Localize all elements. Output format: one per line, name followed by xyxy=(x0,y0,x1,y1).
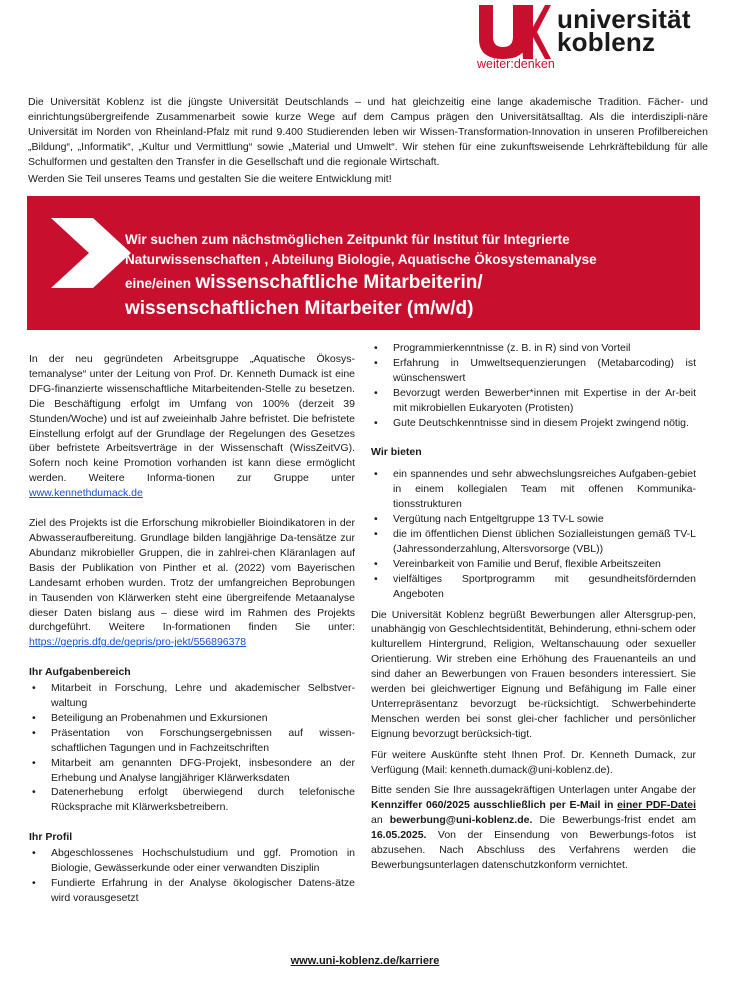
list-item: • Fundierte Erfahrung in der Analyse ökologischer Datens-ätze wird vorausgesetzt xyxy=(29,876,355,906)
deadline-date: 16.05.2025. xyxy=(371,829,427,842)
list-item: • Vereinbarkeit von Familie und Beruf, flexible Arbeitszeiten xyxy=(371,557,696,572)
list-item: • Erfahrung in Umweltsequenzierungen (Metabarcoding) ist wünschenswert xyxy=(371,356,696,386)
group-description xyxy=(29,352,355,501)
offer-list xyxy=(371,467,696,601)
chevron-right-icon xyxy=(47,218,137,288)
tasks-list xyxy=(29,681,355,815)
profile-heading: Ihr Profil xyxy=(29,831,73,844)
diversity-statement: Die Universität Koblenz begrüßt Bewerbungen aller Altersgrup-pen, unabhängig von Geschlechtsidentität, Behinderung, ethni-schem oder kulturellem Hintergrund, Religion, Weltanschauung oder sexueller Orientierung. Wir streben eine Erhöhung des Frauenanteils an und sind daher an Bewerbungen von Frauen besonders interessiert. Sie werden bei gleichwertiger Eignung und Befähigung im Falle einer Unterrepräsentanz bevorzugt be-rücksichtigt. Schwerbehinderte Menschen werden bei sonst glei-cher fachlicher und persönlicher Eignung bevorzugt berücksich-tigt. xyxy=(371,608,696,740)
application-email[interactable]: bewerbung@uni-koblenz.de. xyxy=(389,814,533,827)
job-title-banner xyxy=(27,196,700,330)
profile-list xyxy=(29,846,355,906)
project-description xyxy=(29,516,355,650)
apply-text-1: Bitte senden Sie Ihre aussagekräftigen Unterlagen unter Angabe der xyxy=(371,784,696,797)
reference-code: Kennziffer 060/2025 ausschließlich per E-Mail in xyxy=(371,799,618,812)
job-title-part1: wissenschaftliche Mitarbeiterin/ xyxy=(195,272,483,293)
profile-list-continued xyxy=(371,341,696,430)
right-column xyxy=(371,341,696,873)
logo-tagline: weiter:denken xyxy=(477,57,555,71)
apply-text-3: Die Bewerbungs-frist endet am xyxy=(532,814,696,827)
university-logo xyxy=(477,5,707,71)
list-item: • Mitarbeit in Forschung, Lehre und akademischer Selbstver-waltung xyxy=(29,681,355,711)
list-item: • Gute Deutschkenntnisse sind in diesem Projekt zwingend nötig. xyxy=(371,416,696,431)
banner-text xyxy=(125,230,685,321)
apply-text-2: an xyxy=(371,814,390,827)
gepris-link[interactable]: https://gepris.dfg.de/gepris/pro-jekt/556896378 xyxy=(29,636,247,649)
banner-line-3 xyxy=(125,270,685,296)
list-item: • ein spannendes und sehr abwechslungsreiches Aufgaben-gebiet in einem kollegialen Team mit offenen Kommunika-tionsstrukturen xyxy=(371,467,696,512)
list-item: • Mitarbeit am genannten DFG-Projekt, insbesondere an der Erhebung und Analyse langjähriger Klärwerksdaten xyxy=(29,756,355,786)
uk-logo-mark-icon xyxy=(477,5,551,59)
list-item: • Datenerhebung erfolgt überwiegend durch telefonische Rücksprache mit Klärwerksbetreibern. xyxy=(29,785,355,815)
logo-word-line1: universität xyxy=(557,4,691,34)
intro-paragraph: Die Universität Koblenz ist die jüngste Universität Deutschlands – und hat gleichzeitig eine lange akademische Tradition. Fächer- und einrichtungsübergreifende Zusammenarbeit sowie kurze Wege auf dem Campus prägen den Universitätsalltag. Als die interdiszipli-näre Universität im Norden von Rheinland-Pfalz mit rund 9.400 Studierenden leben wir Wissen-Transformation-Innovation in unseren Profilbereichen „Bildung“, „Informatik“, „Kultur und Vermittlung“ sowie „Material und Umwelt“. Wir stehen für eine zukunftsweisende Lehrkräftebildung für alle Schulformen und gestalten den Transfer in die Gesellschaft und die regionale Wirtschaft. xyxy=(28,96,708,168)
application-instructions xyxy=(371,783,696,872)
list-item: • Abgeschlossenes Hochschulstudium und ggf. Promotion in Biologie, Gewässerkunde oder einer verwandten Disziplin xyxy=(29,846,355,876)
project-description-text: Ziel des Projekts ist die Erforschung mikrobieller Bioindikatoren in der Abwasseraufbereitung. Grundlage bilden langjährige Da-tensätze zur Abundanz mikrobieller Gruppen, die in zahlrei-chen Kläranlagen auf Basis der Publikation von Pinther et al. (2022) vom Bayerischen Landesamt erhoben wurden. Trotz der umfangreichen Beprobungen in Tausenden von Klärwerken steht eine übergreifende Metaanalyse dieser Daten bislang aus – diese wird im Rahmen des Projekts durchgeführt. Weitere In-formationen finden Sie unter: xyxy=(29,517,355,634)
list-item: • vielfältiges Sportprogramm mit gesundheitsfördernden Angeboten xyxy=(371,572,696,602)
list-item: • Programmierkenntnisse (z. B. in R) sind von Vorteil xyxy=(371,341,696,356)
apply-text-4: Von der Einsendung von Bewerbungs-fotos ist abzusehen. Nach Abschluss des Verfahrens werden die Bewerbungsunterlagen datenschutzkonform vernichtet. xyxy=(371,829,696,871)
group-description-text: In der neu gegründeten Arbeitsgruppe „Aquatische Ökosys-temanalyse“ unter der Leitung von Prof. Dr. Kenneth Dumack ist eine DFG-finanzierte wissenschaftliche Mitarbeitenden-Stelle zu besetzen. Die Beschäftigung erfolgt im Umfang von 100% (derzeit 39 Stunden/Woche) und ist auf zweieinhalb Jahre befristet. Die befristete Einstellung erfolgt auf der Grundlage der Regelungen des Gesetzes über befristete Arbeitsverträge in der Wissenschaft (WissZeitVG). Sofern noch keine Promotion vorhanden ist kann diese ermöglicht werden. Weitere Informa-tionen zur Gruppe unter xyxy=(29,353,355,485)
intro-cta: Werden Sie Teil unseres Teams und gestalten Sie die weitere Entwicklung mit! xyxy=(28,173,392,185)
pdf-requirement: einer PDF-Datei xyxy=(617,799,696,812)
banner-prefix: eine/einen xyxy=(125,276,192,291)
banner-line-2: Naturwissenschaften , Abteilung Biologie, Aquatische Ökosystemanalyse xyxy=(125,252,597,267)
list-item: • Beteiligung an Probenahmen und Exkursionen xyxy=(29,711,355,726)
list-item: • Bevorzugt werden Bewerber*innen mit Expertise in der Ar-beit mit mikrobiellen Eukaryoten (Protisten) xyxy=(371,386,696,416)
offer-heading: Wir bieten xyxy=(371,446,422,459)
left-column xyxy=(29,352,355,906)
logo-word-line2: koblenz xyxy=(557,27,656,57)
tasks-heading: Ihr Aufgabenbereich xyxy=(29,666,131,679)
contact-info: Für weitere Auskünfte steht Ihnen Prof. Dr. Kenneth Dumack, zur Verfügung (Mail: kenneth.dumack@uni-koblenz.de). xyxy=(371,748,696,776)
careers-url-link[interactable]: www.uni-koblenz.de/karriere xyxy=(290,955,440,967)
banner-line-1: Wir suchen zum nächstmöglichen Zeitpunkt für Institut für Integrierte xyxy=(125,232,570,247)
list-item: • die im öffentlichen Dienst üblichen Sozialleistungen gemäß TV-L (Jahressonderzahlung, Altersvorsorge (VBL)) xyxy=(371,527,696,557)
job-title-part2: wissenschaftlichen Mitarbeiter (m/w/d) xyxy=(125,298,474,319)
group-website-link[interactable]: www.kennethdumack.de xyxy=(29,487,143,500)
list-item: • Präsentation von Forschungsergebnissen auf wissen-schaftlichen Tagungen und in Fachzeitschriften xyxy=(29,726,355,756)
list-item: • Vergütung nach Entgeltgruppe 13 TV-L sowie xyxy=(371,512,696,527)
